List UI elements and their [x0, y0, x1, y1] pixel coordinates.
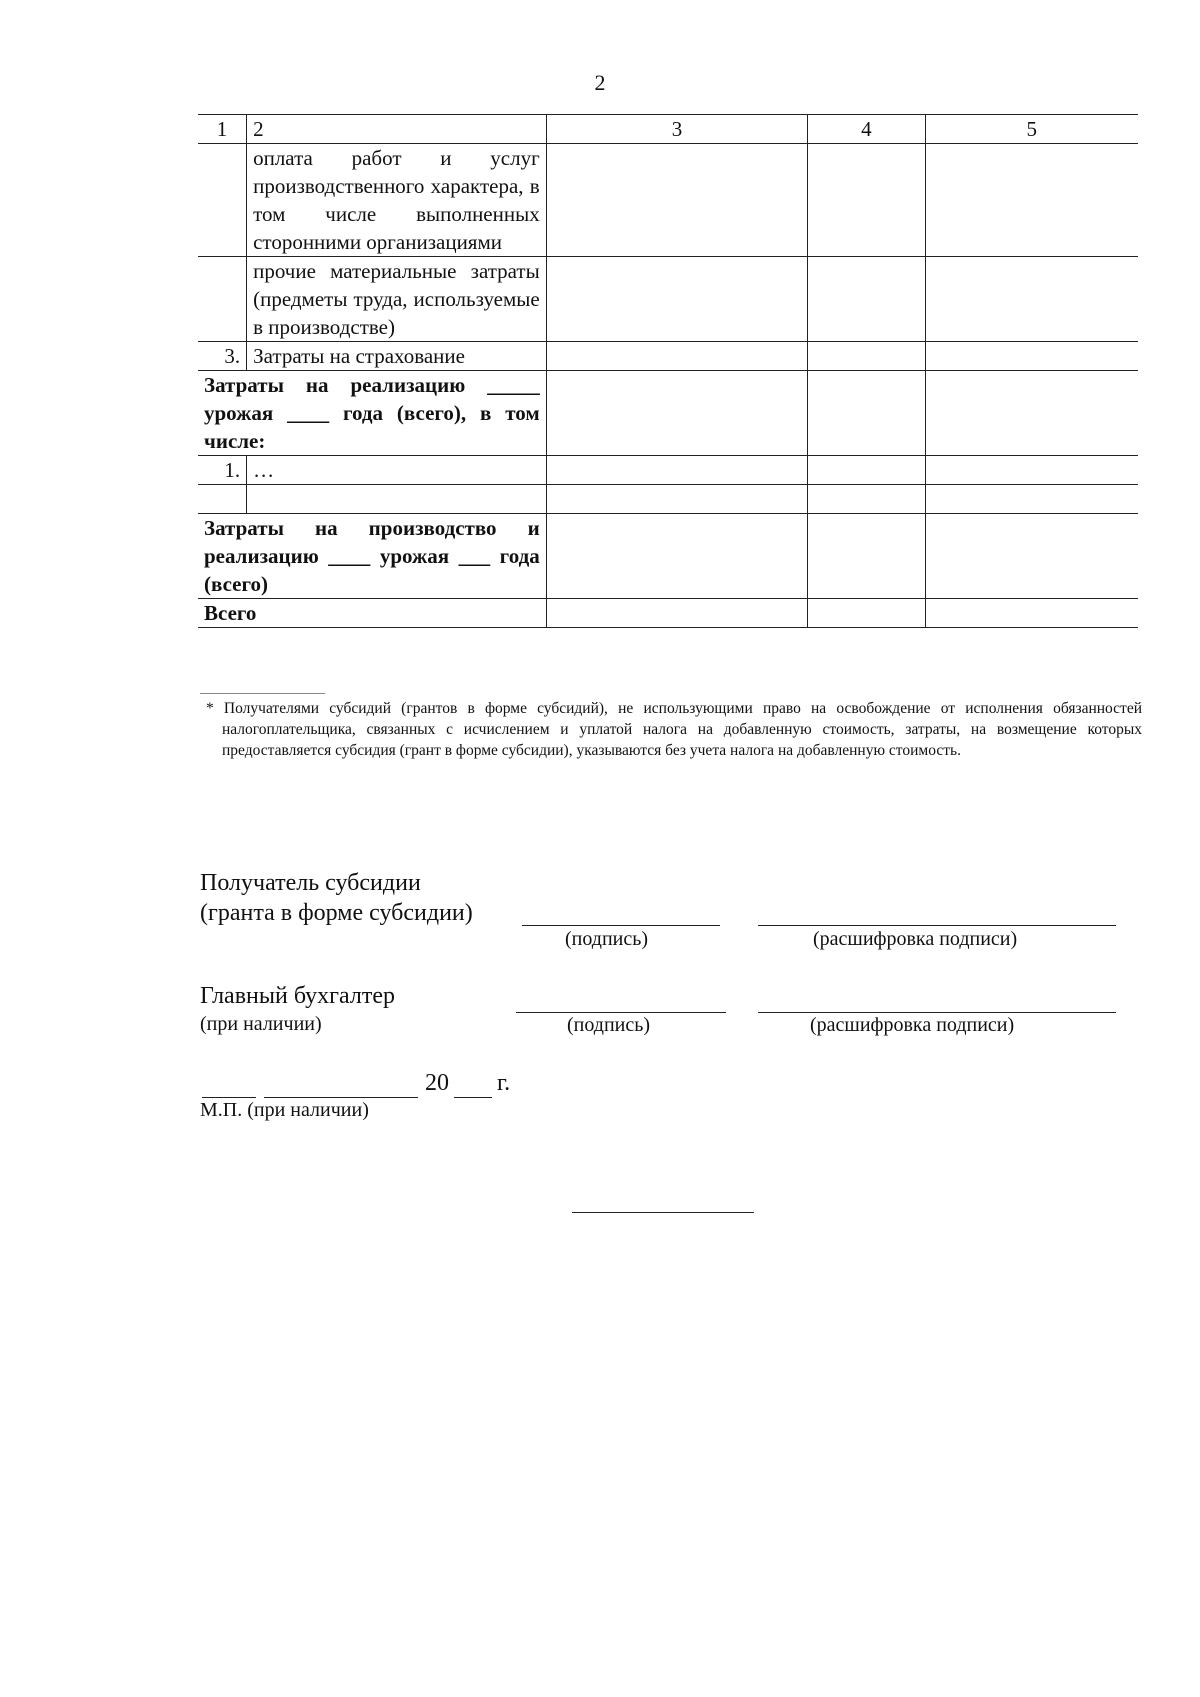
value-cell [546, 371, 808, 456]
header-col-5: 5 [925, 115, 1138, 144]
header-col-2: 2 [247, 115, 547, 144]
row-label [247, 485, 547, 514]
table-row [198, 342, 1138, 371]
date-suffix: г. [497, 1070, 511, 1096]
recipient-decoding-caption: (расшифровка подписи) [813, 928, 1018, 950]
closing-rule [572, 1212, 754, 1213]
row-label: прочие материальные затраты (предметы труда, используемые в производстве) [247, 257, 547, 342]
recipient-decoding-line [758, 925, 1116, 926]
recipient-subtitle: (гранта в форме субсидии) [200, 900, 473, 926]
accountant-note: (при наличии) [200, 1013, 322, 1035]
row-label-bold: Затраты на производство и реализацию ____ урожая ___ года (всего) [198, 514, 546, 599]
row-label: … [247, 456, 547, 485]
accountant-decoding-caption: (расшифровка подписи) [810, 1014, 1015, 1036]
page-number: 2 [594, 70, 606, 95]
value-cell [808, 371, 925, 456]
value-cell [808, 144, 925, 257]
table-row [198, 485, 1138, 514]
table-row [198, 456, 1138, 485]
value-cell [808, 456, 925, 485]
value-cell [546, 144, 808, 257]
row-num-cell [198, 485, 247, 514]
value-cell [808, 485, 925, 514]
recipient-title: Получатель субсидии [200, 870, 421, 896]
value-cell [546, 342, 808, 371]
value-cell [808, 599, 925, 628]
value-cell [546, 599, 808, 628]
value-cell [925, 371, 1138, 456]
stamp-note: М.П. (при наличии) [200, 1099, 369, 1121]
accountant-signature-line [516, 1012, 726, 1013]
row-num-cell [198, 257, 247, 342]
table-header-row [198, 115, 1138, 144]
date-day-line [202, 1097, 256, 1098]
header-col-3: 3 [546, 115, 808, 144]
date-month-line [264, 1097, 418, 1098]
row-num-cell [198, 144, 247, 257]
header-col-1: 1 [198, 115, 247, 144]
recipient-signature-caption: (подпись) [565, 928, 649, 950]
value-cell [925, 485, 1138, 514]
value-cell [925, 514, 1138, 599]
footnote: * Получателями субсидий (грантов в форме субсидий), не использующими право на освобождение от исполнения обязанностей налогоплательщика, связанных с исчислением и уплатой налога на добавленную стоимость, затраты, на возмещение которых предоставляется субсидия (грант в форме субсидии), указываются без учета налога на добавленную стоимость. [206, 700, 1142, 759]
row-label-bold: Затраты на реализацию _____ урожая ____ года (всего), в том числе: [198, 371, 546, 456]
table-row [198, 599, 1138, 628]
recipient-signature-line [522, 925, 720, 926]
table-row [198, 371, 1138, 456]
value-cell [808, 514, 925, 599]
value-cell [925, 456, 1138, 485]
value-cell [546, 456, 808, 485]
row-label: оплата работ и услуг производственного характера, в том числе выполненных сторонними организациями [247, 144, 547, 257]
date-year-prefix: 20 [425, 1070, 449, 1096]
accountant-decoding-line [758, 1012, 1116, 1013]
value-cell [925, 257, 1138, 342]
accountant-signature-caption: (подпись) [567, 1014, 651, 1036]
costs-table [198, 114, 1138, 628]
accountant-title: Главный бухгалтер [200, 983, 395, 1009]
header-col-4: 4 [808, 115, 925, 144]
value-cell [546, 485, 808, 514]
value-cell [546, 514, 808, 599]
value-cell [546, 257, 808, 342]
table-row [198, 144, 1138, 257]
date-year-line [454, 1097, 492, 1098]
footnote-separator [200, 693, 325, 694]
row-label-bold: Всего [198, 599, 546, 628]
value-cell [808, 257, 925, 342]
table-row [198, 257, 1138, 342]
value-cell [925, 144, 1138, 257]
value-cell [808, 342, 925, 371]
value-cell [925, 342, 1138, 371]
row-label: Затраты на страхование [247, 342, 547, 371]
row-num-cell: 1. [198, 456, 247, 485]
table-row [198, 514, 1138, 599]
row-num-cell: 3. [198, 342, 247, 371]
value-cell [925, 599, 1138, 628]
